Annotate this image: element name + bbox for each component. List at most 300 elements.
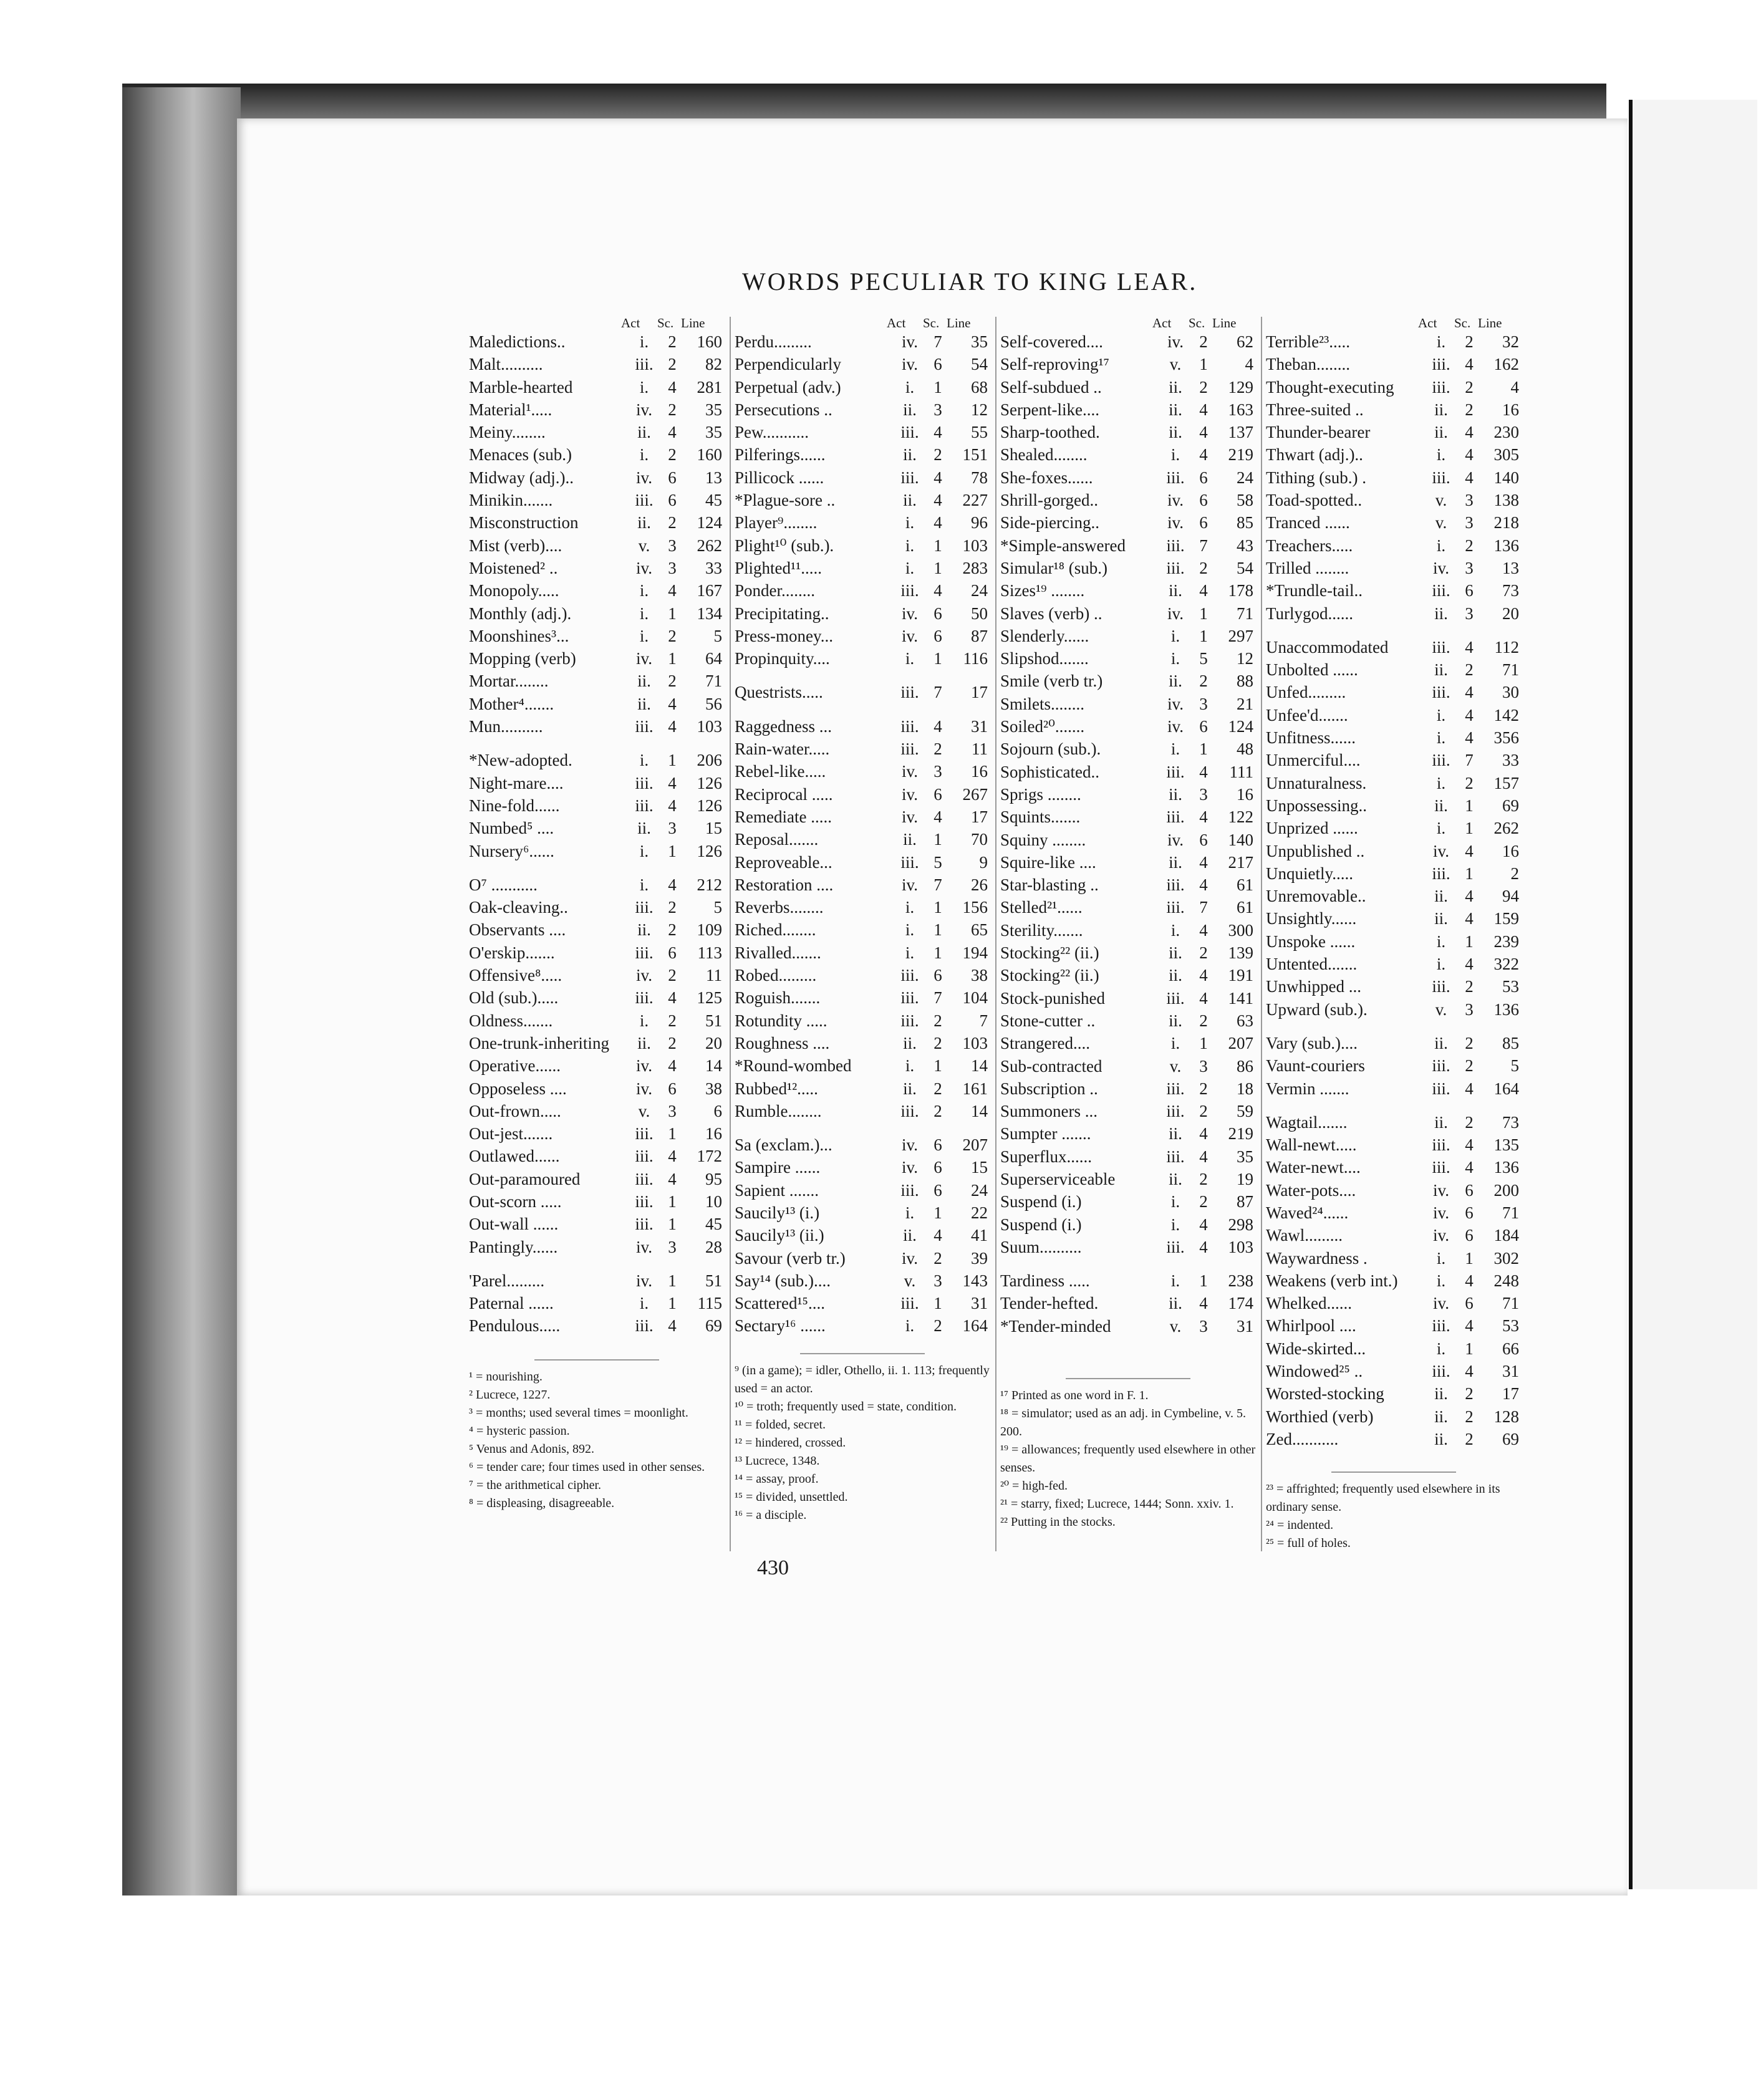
entry-line: 30 — [1502, 683, 1519, 702]
entry-scene: 4 — [1465, 1079, 1474, 1098]
entry-word: Superserviceable — [1000, 1169, 1116, 1188]
entry-line: 140 — [1228, 830, 1253, 849]
entry-word: Sophisticated.. — [1000, 762, 1099, 781]
entry-line: 143 — [962, 1271, 988, 1290]
entry-act: iv. — [902, 807, 918, 826]
entry-scene: 6 — [1199, 468, 1208, 487]
entry-word: Rumble........ — [735, 1101, 822, 1120]
entry-word: Meiny........ — [469, 423, 546, 442]
entry-act: ii. — [903, 1226, 917, 1245]
entry-row — [469, 330, 725, 353]
entry-word: Paternal ...... — [469, 1294, 554, 1313]
entry-line: 87 — [1237, 1192, 1253, 1211]
entry-line: 172 — [697, 1147, 722, 1166]
entry-word: Perpetual (adv.) — [735, 377, 841, 397]
entry-line: 51 — [705, 1271, 722, 1290]
entry-line: 164 — [1493, 1079, 1519, 1098]
entry-act: iii. — [1432, 1056, 1450, 1076]
footnote: ¹⁴ = assay, proof. — [735, 1472, 819, 1486]
entry-row — [469, 443, 725, 466]
entry-act: ii. — [1169, 1124, 1182, 1144]
entry-line: 227 — [962, 491, 988, 510]
entry-line: 137 — [1228, 423, 1253, 442]
entry-row — [1266, 998, 1522, 1021]
entry-scene: 4 — [668, 717, 677, 736]
entry-word: Observants .... — [469, 920, 566, 940]
entry-scene: 1 — [668, 604, 677, 623]
entry-act: iii. — [635, 773, 654, 792]
entry-scene: 2 — [934, 1101, 942, 1120]
entry-act: iv. — [636, 1237, 652, 1256]
entry-scene: 4 — [1465, 468, 1474, 487]
entry-scene: 4 — [668, 581, 677, 600]
entry-row — [469, 749, 725, 771]
entry-row — [469, 693, 725, 715]
entry-word: Zed........... — [1266, 1429, 1339, 1448]
entry-word: Questrists..... — [735, 683, 823, 702]
entry-act: iii. — [1432, 977, 1450, 996]
entry-act: i. — [1436, 1271, 1446, 1290]
entry-act: iv. — [902, 626, 918, 645]
entry-line: 283 — [962, 558, 988, 577]
entry-line: 7 — [979, 1011, 988, 1030]
entry-word: Unremovable.. — [1266, 887, 1366, 906]
entry-act: iv. — [636, 468, 652, 487]
entry-word: Untented....... — [1266, 955, 1358, 974]
entry-row — [1000, 330, 1256, 353]
entry-scene: 2 — [934, 739, 942, 759]
entry-line: 54 — [971, 355, 988, 374]
entry-word: Suspend (i.) — [1000, 1192, 1082, 1211]
entry-row — [735, 398, 990, 421]
header-sc: Sc. — [1189, 315, 1205, 330]
entry-row — [1000, 443, 1256, 466]
entry-scene: 2 — [668, 355, 677, 374]
entry-line: 12 — [971, 400, 988, 419]
entry-word: Malt.......... — [469, 355, 543, 374]
entry-word: Self-reproving¹⁷ — [1000, 355, 1109, 374]
entry-word: Stone-cutter .. — [1000, 1011, 1096, 1030]
entry-scene: 7 — [1199, 536, 1208, 555]
entry-act: iv. — [1433, 1226, 1449, 1245]
entry-act: i. — [639, 875, 649, 894]
entry-scene: 4 — [668, 1147, 677, 1166]
entry-scene: 4 — [1199, 1237, 1208, 1256]
entry-word: Nursery⁶...... — [469, 841, 554, 860]
entry-line: 12 — [1237, 649, 1253, 668]
entry-word: Scattered¹⁵.... — [735, 1294, 825, 1313]
entry-line: 62 — [1237, 332, 1253, 351]
entry-row — [469, 964, 725, 986]
entry-act: i. — [1436, 332, 1446, 351]
entry-row — [735, 964, 990, 986]
entry-scene: 4 — [934, 468, 942, 487]
entry-act: iv. — [902, 875, 918, 894]
entry-word: Shealed........ — [1000, 445, 1088, 465]
entry-scene: 4 — [1199, 1294, 1208, 1313]
entry-act: ii. — [1169, 943, 1182, 963]
entry-act: iii. — [1432, 377, 1450, 397]
entry-row — [1000, 670, 1256, 692]
entry-row — [469, 1190, 725, 1213]
footnote: ²³ = affrighted; frequently used elsewhere in its ordinary sense. — [1266, 1482, 1500, 1514]
entry-scene: 2 — [934, 1316, 942, 1336]
entry-line: 5 — [713, 626, 722, 645]
entry-act: ii. — [1169, 423, 1182, 442]
entry-act: i. — [639, 581, 649, 600]
entry-row — [1266, 794, 1522, 817]
entry-word: Perdu......... — [735, 332, 812, 351]
entry-act: iii. — [1166, 1237, 1185, 1256]
entry-line: 55 — [971, 423, 988, 442]
entry-line: 112 — [1494, 637, 1519, 657]
entry-scene: 1 — [1199, 355, 1208, 374]
entry-scene: 2 — [1199, 1011, 1208, 1030]
entry-row — [469, 1213, 725, 1235]
entry-scene: 3 — [1199, 784, 1208, 804]
entry-act: iii. — [1432, 1316, 1450, 1336]
entry-line: 5 — [713, 898, 722, 917]
entry-line: 54 — [1237, 558, 1253, 577]
entry-scene: 2 — [1199, 672, 1208, 691]
entry-word: Sumpter ....... — [1000, 1124, 1091, 1144]
entry-word: Tithing (sub.) . — [1266, 468, 1367, 487]
entry-scene: 3 — [1465, 604, 1474, 623]
entry-row — [1266, 534, 1522, 557]
entry-act: iv. — [1433, 1180, 1449, 1200]
entry-word: Out-jest....... — [469, 1124, 553, 1144]
entry-act: iii. — [1166, 875, 1185, 895]
entry-scene: 3 — [1199, 1316, 1208, 1336]
entry-line: 71 — [1502, 1203, 1519, 1222]
entry-row — [735, 421, 990, 443]
entry-act: i. — [639, 604, 649, 623]
entry-word: Monthly (adj.). — [469, 604, 572, 623]
entry-act: i. — [1170, 1215, 1180, 1234]
entry-word: Wall-newt..... — [1266, 1135, 1357, 1155]
entry-line: 122 — [1228, 807, 1253, 827]
entry-row — [735, 1247, 990, 1269]
entry-line: 139 — [1228, 943, 1253, 963]
entry-act: ii. — [903, 400, 917, 419]
entry-word: Saucily¹³ (i.) — [735, 1203, 820, 1222]
entry-act: ii. — [1169, 400, 1182, 419]
entry-word: Propinquity.... — [735, 649, 830, 668]
entry-line: 48 — [1237, 739, 1253, 759]
entry-line: 87 — [971, 626, 988, 645]
entry-line: 50 — [971, 604, 988, 623]
page-number: 430 — [757, 1556, 789, 1579]
entry-word: Suspend (i.) — [1000, 1215, 1082, 1234]
entry-scene: 6 — [934, 355, 942, 374]
entry-act: iv. — [636, 400, 652, 419]
entry-word: Squints....... — [1000, 807, 1081, 827]
entry-row — [735, 330, 990, 353]
entry-scene: 3 — [934, 762, 942, 781]
entry-word: Wagtail....... — [1266, 1112, 1348, 1132]
entry-word: Whelked...... — [1266, 1294, 1352, 1313]
entry-row — [469, 874, 725, 896]
entry-act: ii. — [1169, 852, 1182, 872]
entry-word: Persecutions .. — [735, 400, 832, 419]
entry-scene: 1 — [668, 1271, 677, 1290]
entry-act: v. — [1169, 355, 1182, 374]
entry-act: ii. — [903, 1079, 917, 1098]
entry-scene: 2 — [1465, 332, 1474, 351]
entry-scene: 1 — [1465, 1248, 1474, 1268]
entry-scene: 1 — [934, 898, 942, 917]
entry-word: Say¹⁴ (sub.).... — [735, 1271, 831, 1290]
entry-word: Tranced ...... — [1266, 513, 1350, 532]
entry-line: 88 — [1237, 672, 1253, 691]
entry-word: Tardiness ..... — [1000, 1271, 1090, 1291]
entry-act: i. — [1436, 445, 1446, 465]
entry-line: 58 — [1237, 491, 1253, 510]
entry-line: 13 — [1502, 558, 1519, 577]
entry-scene: 1 — [668, 649, 677, 668]
facing-page — [1629, 100, 1757, 1889]
entry-row — [1000, 829, 1256, 851]
entry-row — [735, 1032, 990, 1054]
word-column — [735, 312, 990, 1337]
entry-row — [1266, 398, 1522, 421]
entry-scene: 1 — [1199, 604, 1208, 623]
entry-line: 302 — [1493, 1248, 1519, 1268]
entry-row — [469, 1122, 725, 1145]
entry-word: Thunder-bearer — [1266, 423, 1371, 442]
column-header — [469, 312, 725, 330]
entry-word: Tender-hefted. — [1000, 1294, 1099, 1313]
entry-line: 267 — [962, 784, 988, 804]
entry-scene: 4 — [1199, 1215, 1208, 1234]
entry-act: i. — [905, 649, 915, 668]
entry-line: 218 — [1493, 513, 1519, 532]
entry-word: Slenderly...... — [1000, 626, 1089, 645]
entry-word: Smile (verb tr.) — [1000, 672, 1103, 691]
entry-row — [735, 534, 990, 557]
entry-scene: 4 — [1199, 920, 1208, 940]
entry-act: v. — [1169, 1316, 1182, 1336]
entry-act: ii. — [1434, 1112, 1448, 1132]
entry-row — [1000, 806, 1256, 828]
entry-scene: 2 — [1465, 1112, 1474, 1132]
entry-scene: 6 — [1465, 1294, 1474, 1313]
entry-row — [1266, 1405, 1522, 1428]
entry-row — [1000, 693, 1256, 715]
entry-scene: 1 — [934, 558, 942, 577]
entry-scene: 2 — [668, 1033, 677, 1052]
entry-act: i. — [1436, 1339, 1446, 1358]
entry-act: iv. — [1167, 491, 1184, 510]
entry-row — [1266, 862, 1522, 885]
entry-word: Sizes¹⁹ ........ — [1000, 581, 1085, 600]
entry-word: Vary (sub.).... — [1266, 1033, 1358, 1052]
entry-line: 22 — [971, 1203, 988, 1222]
footnote: ³ = months; used several times = moonlight. — [469, 1406, 688, 1420]
entry-row — [469, 534, 725, 557]
entry-row — [1266, 1077, 1522, 1100]
entry-row — [469, 602, 725, 625]
header-line: Line — [1212, 315, 1237, 330]
footnote: ²⁰ = high-fed. — [1000, 1479, 1068, 1493]
entry-word: Saucily¹³ (ii.) — [735, 1226, 824, 1245]
entry-row — [469, 1009, 725, 1032]
entry-row — [735, 1077, 990, 1100]
entry-word: Press-money... — [735, 626, 833, 645]
entry-scene: 6 — [1465, 1226, 1474, 1245]
entry-scene: 1 — [1199, 1271, 1208, 1291]
entry-scene: 7 — [1199, 898, 1208, 917]
entry-row — [1266, 1292, 1522, 1314]
entry-scene: 4 — [1465, 955, 1474, 974]
entry-act: iv. — [636, 1271, 652, 1290]
entry-word: Marble-hearted — [469, 377, 573, 397]
entry-scene: 1 — [934, 377, 942, 397]
entry-line: 124 — [697, 513, 722, 532]
entry-row — [735, 1202, 990, 1224]
entry-word: Misconstruction — [469, 513, 579, 532]
entry-line: 53 — [1502, 977, 1519, 996]
entry-row — [1266, 1428, 1522, 1450]
entry-row — [1000, 557, 1256, 579]
entry-word: Unpublished .. — [1266, 841, 1365, 860]
entry-line: 14 — [705, 1056, 722, 1076]
entry-scene: 4 — [1199, 966, 1208, 985]
entry-line: 13 — [705, 468, 722, 487]
entry-word: Summoners ... — [1000, 1102, 1098, 1121]
entry-row — [1266, 749, 1522, 771]
entry-line: 262 — [697, 536, 722, 555]
entry-act: i. — [1170, 739, 1180, 759]
entry-scene: 2 — [1465, 1033, 1474, 1052]
entry-row — [469, 715, 725, 738]
entry-scene: 4 — [1465, 445, 1474, 465]
footnote: ¹² = hindered, crossed. — [735, 1436, 846, 1450]
entry-scene: 5 — [934, 852, 942, 872]
entry-word: Rubbed¹²..... — [735, 1079, 818, 1098]
entry-scene: 4 — [1465, 1135, 1474, 1155]
entry-scene: 2 — [668, 626, 677, 645]
entry-row — [735, 489, 990, 511]
entry-line: 184 — [1493, 1226, 1519, 1245]
entry-word: Midway (adj.).. — [469, 468, 574, 487]
entry-act: i. — [905, 1203, 915, 1222]
entry-act: i. — [905, 513, 915, 532]
entry-word: Old (sub.)..... — [469, 988, 559, 1008]
entry-act: ii. — [1434, 1033, 1448, 1052]
entry-word: Numbed⁵ .... — [469, 819, 554, 838]
entry-row — [735, 579, 990, 602]
entry-line: 38 — [705, 1079, 722, 1098]
entry-scene: 6 — [1199, 513, 1208, 532]
entry-act: iv. — [902, 762, 918, 781]
entry-act: ii. — [1169, 672, 1182, 691]
entry-line: 262 — [1493, 819, 1519, 838]
entry-scene: 6 — [934, 626, 942, 645]
header-act: Act — [1418, 315, 1437, 330]
entry-act: i. — [1170, 649, 1180, 668]
entry-row — [1000, 1055, 1256, 1077]
entry-line: 68 — [971, 377, 988, 397]
entry-row — [735, 647, 990, 670]
entry-scene: 4 — [1199, 1124, 1208, 1144]
entry-act: iii. — [900, 1180, 919, 1200]
entry-act: v. — [1169, 1056, 1182, 1076]
entry-line: 160 — [697, 445, 722, 465]
entry-line: 230 — [1493, 423, 1519, 442]
entry-row — [1000, 1269, 1256, 1292]
entry-word: Terrible²³..... — [1266, 332, 1350, 351]
entry-word: Moistened² .. — [469, 558, 558, 577]
entry-scene: 3 — [1199, 694, 1208, 713]
entry-word: Weakens (verb int.) — [1266, 1271, 1398, 1290]
entry-scene: 6 — [934, 604, 942, 623]
entry-word: Stock-punished — [1000, 988, 1105, 1008]
entry-row — [1000, 1009, 1256, 1032]
entry-row — [1266, 975, 1522, 998]
entry-scene: 4 — [668, 988, 677, 1008]
entry-line: 33 — [1502, 751, 1519, 770]
entry-act: iv. — [1433, 841, 1449, 860]
entry-row — [1000, 466, 1256, 489]
entry-act: i. — [639, 445, 649, 465]
entry-line: 41 — [971, 1226, 988, 1245]
entry-scene: 4 — [1465, 1362, 1474, 1381]
entry-line: 69 — [1502, 796, 1519, 815]
header-line: Line — [1478, 315, 1502, 330]
entry-line: 103 — [962, 536, 988, 555]
entry-scene: 1 — [1465, 796, 1474, 815]
entry-row — [1000, 1077, 1256, 1100]
entry-act: ii. — [1434, 423, 1448, 442]
entry-word: Reciprocal ..... — [735, 784, 833, 804]
entry-act: iii. — [900, 683, 919, 702]
entry-row — [735, 1009, 990, 1032]
entry-act: ii. — [1434, 604, 1448, 623]
book-top-edge — [122, 84, 1606, 121]
entry-line: 71 — [1237, 604, 1253, 623]
entry-scene: 1 — [934, 943, 942, 962]
entry-act: i. — [905, 898, 915, 917]
entry-line: 174 — [1228, 1294, 1253, 1313]
entry-line: 300 — [1228, 920, 1253, 940]
entry-line: 65 — [971, 920, 988, 940]
entry-row — [1000, 421, 1256, 443]
entry-act: i. — [639, 626, 649, 645]
entry-act: ii. — [903, 830, 917, 849]
footnote: ⁵ Venus and Adonis, 892. — [469, 1442, 595, 1456]
entry-scene: 4 — [668, 694, 677, 713]
entry-line: 219 — [1228, 445, 1253, 465]
entry-line: 6 — [713, 1101, 722, 1120]
entry-act: iii. — [1166, 536, 1185, 555]
entry-word: Shrill-gorged.. — [1000, 491, 1098, 510]
entry-word: Sectary¹⁶ ...... — [735, 1316, 826, 1336]
entry-row — [1000, 1190, 1256, 1213]
footnote: ²⁵ = full of holes. — [1266, 1536, 1351, 1550]
entry-scene: 3 — [668, 558, 677, 577]
entry-line: 10 — [705, 1192, 722, 1211]
entry-scene: 2 — [1199, 1079, 1208, 1098]
entry-word: Mist (verb).... — [469, 536, 562, 555]
entry-line: 16 — [1237, 784, 1253, 804]
entry-word: *Trundle-tail.. — [1266, 581, 1363, 600]
footnote: ² Lucrece, 1227. — [469, 1388, 551, 1402]
entry-row — [735, 443, 990, 466]
entry-act: iv. — [902, 1158, 918, 1177]
entry-line: 96 — [971, 513, 988, 532]
entry-act: iii. — [1432, 864, 1450, 883]
